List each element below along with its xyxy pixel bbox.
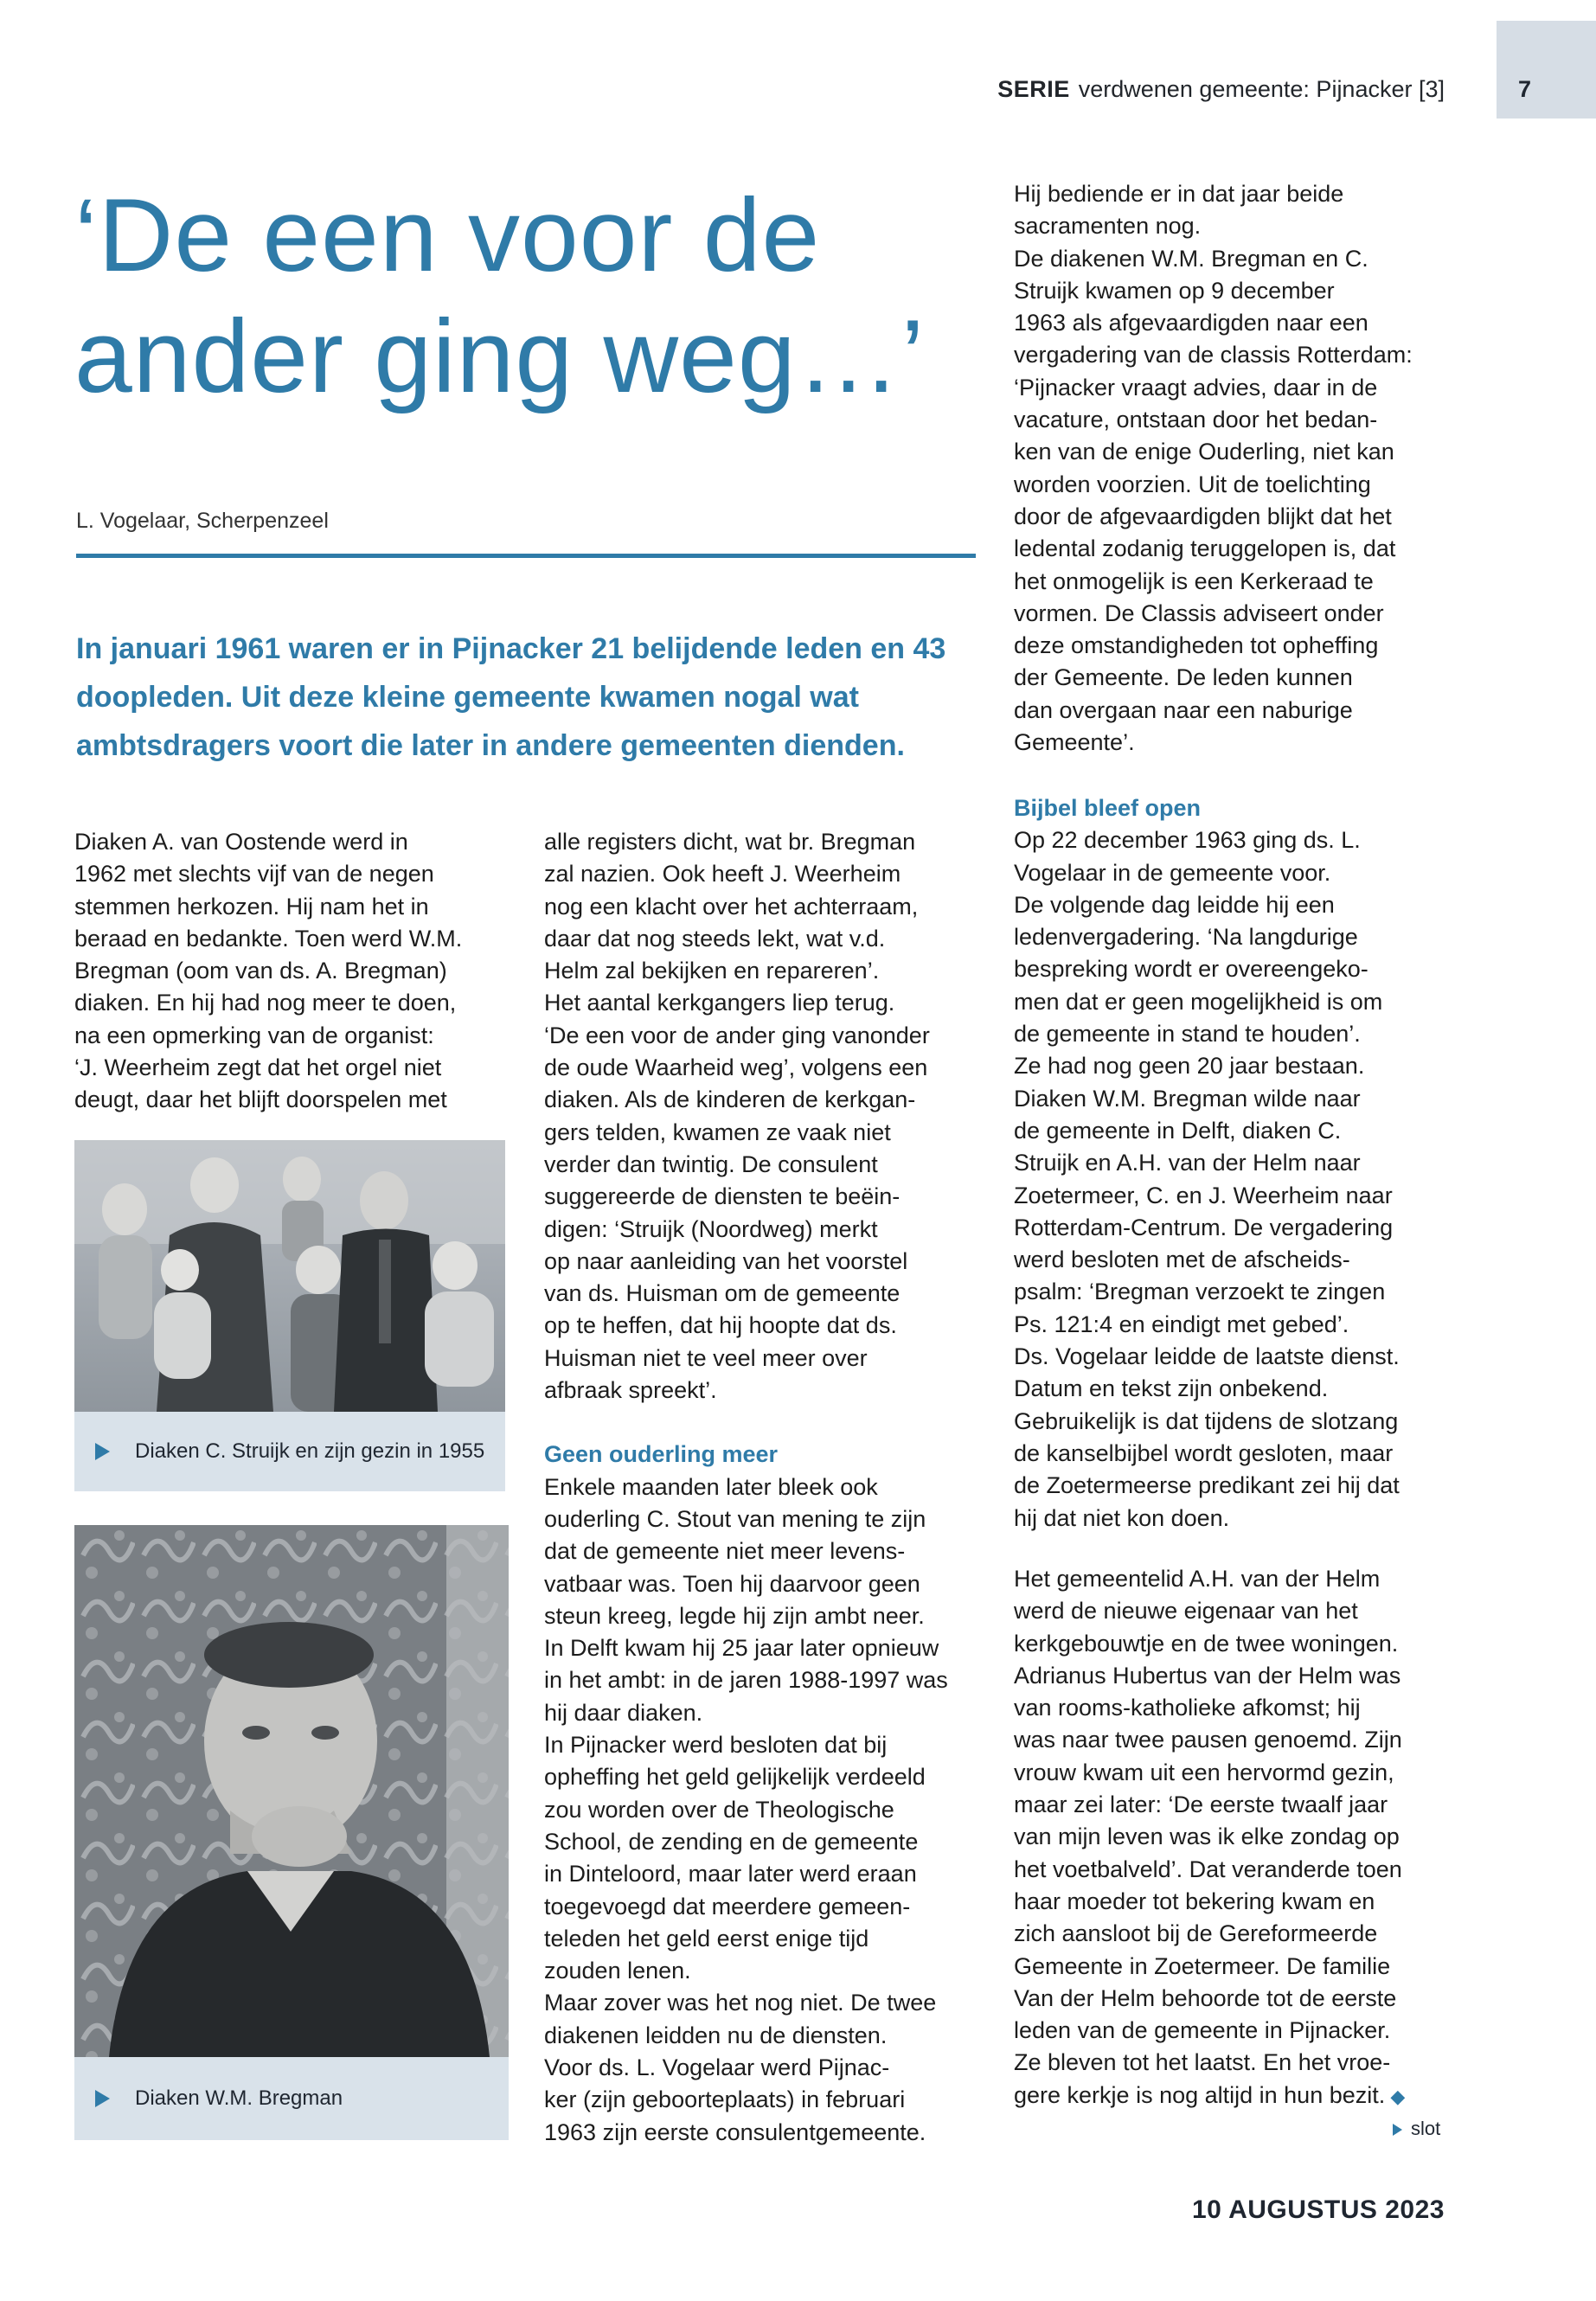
text-line: dat de gemeente niet meer levens- (544, 1538, 906, 1565)
family-photo (74, 1140, 505, 1412)
caption-arrow-icon (95, 2090, 110, 2107)
column-3-lines-b (1014, 824, 1464, 1535)
text-line: beraad en bedankte. Toen werd W.M. (74, 925, 463, 952)
slot-arrow-icon (1393, 2124, 1402, 2136)
text-line: maar zei later: ‘De eerste twaalf jaar (1014, 1791, 1388, 1818)
text-line: vatbaar was. Toen hij daarvoor geen (544, 1570, 920, 1597)
text-line: gere kerkje is nog altijd in hun bezit. ◆ (1014, 2081, 1406, 2108)
text-line: 1962 met slechts vijf van de negen (74, 861, 434, 888)
text-line: stemmen herkozen. Hij nam het in (74, 893, 429, 920)
photo-2-caption: Diaken W.M. Bregman (135, 2086, 343, 2110)
text-line: haar moeder tot bekering kwam en (1014, 1888, 1375, 1914)
text-line: in Dinteloord, maar later werd eraan (544, 1861, 917, 1888)
text-line: Ps. 121:4 en eindigt met gebed’. (1014, 1311, 1349, 1337)
text-line: Op 22 december 1963 ging ds. L. (1014, 827, 1361, 854)
text-line: van rooms-katholieke afkomst; hij (1014, 1695, 1361, 1721)
text-line: hij daar diaken. (544, 1699, 703, 1726)
page-number: 7 (1518, 76, 1532, 102)
text-line: teleden het geld eerst enige tijd (544, 1925, 869, 1952)
text-line: vergadering van de classis Rotterdam: (1014, 342, 1413, 369)
text-line: ledenvergadering. ‘Na langdurige (1014, 924, 1358, 951)
series-header (997, 76, 1445, 103)
column-2-text (544, 826, 985, 2149)
title-line-2: ander ging weg…’ (74, 298, 926, 414)
text-line: Voor ds. L. Vogelaar werd Pijnac- (544, 2054, 890, 2080)
text-line: zich aansloot bij de Gereformeerde (1014, 1920, 1378, 1947)
photo-2-caption-box (74, 2057, 509, 2140)
text-line: Helm zal bekijken en repareren’. (544, 958, 880, 984)
text-line: ‘De een voor de ander ging vanonder (544, 1022, 930, 1048)
text-line: zal nazien. Ook heeft J. Weerheim (544, 861, 901, 888)
column-2-lines-a (544, 826, 985, 1407)
caption-arrow-icon (95, 1443, 110, 1460)
text-line: gers telden, kwamen ze vaak niet (544, 1118, 891, 1145)
text-line: het onmogelijk is een Kerkeraad te (1014, 567, 1374, 594)
article-end-slot (1393, 2118, 1440, 2140)
text-line: Diaken A. van Oostende werd in (74, 829, 408, 855)
text-line: diaken. Als de kinderen de kerkgan- (544, 1086, 916, 1113)
text-line: Vogelaar in de gemeente voor. (1014, 859, 1331, 886)
text-line: 1963 als afgevaardigden naar een (1014, 310, 1368, 336)
text-line: De diakenen W.M. Bregman en C. (1014, 245, 1368, 272)
text-line: leden van de gemeente in Pijnacker. (1014, 2017, 1391, 2044)
text-line: daar dat nog steeds lekt, wat v.d. (544, 925, 886, 952)
subhead-geen-ouderling: Geen ouderling meer (544, 1441, 779, 1468)
text-line: Datum en tekst zijn onbekend. (1014, 1375, 1329, 1402)
text-line: psalm: ‘Bregman verzoekt te zingen (1014, 1279, 1386, 1305)
subhead-bijbel-bleef-open: Bijbel bleef open (1014, 795, 1202, 821)
text-line: ‘Pijnacker vraagt advies, daar in de (1014, 374, 1378, 401)
text-line: Struijk kwamen op 9 december (1014, 277, 1335, 304)
text-line: op naar aanleiding van het voorstel (544, 1247, 908, 1274)
text-line: werd de nieuwe eigenaar van het (1014, 1598, 1358, 1625)
photo-1-caption: Diaken C. Struijk en zijn gezin in 1955 (135, 1439, 485, 1463)
text-line: steun kreeg, legde hij zijn ambt neer. (544, 1602, 925, 1629)
text-line: diakenen leidden nu de diensten. (544, 2022, 888, 2048)
text-line: Diaken W.M. Bregman wilde naar (1014, 1085, 1361, 1112)
column-3-lines-c (1014, 1563, 1464, 2112)
text-line: zouden lenen. (544, 1958, 691, 1984)
text-line: In Pijnacker werd besloten dat bij (544, 1732, 888, 1759)
text-line: worden voorzien. Uit de toelichting (1014, 471, 1371, 497)
text-line: werd besloten met de afscheids- (1014, 1247, 1350, 1273)
text-line: verder dan twintig. De consulent (544, 1150, 878, 1177)
text-line: kerkgebouwtje en de twee woningen. (1014, 1630, 1399, 1657)
portrait-photo (74, 1525, 509, 2057)
article-title (74, 175, 974, 417)
text-line: Het gemeentelid A.H. van der Helm (1014, 1566, 1381, 1592)
column-3-text-top (1014, 178, 1464, 759)
text-line: dan overgaan naar een naburige (1014, 696, 1353, 723)
column-3-text-bottom (1014, 1563, 1464, 2112)
text-line: was naar twee pausen genoemd. Zijn (1014, 1727, 1402, 1753)
text-line: zou worden over de Theologische (544, 1796, 894, 1823)
text-line: Struijk en A.H. van der Helm naar (1014, 1150, 1361, 1176)
text-line: Ze had nog geen 20 jaar bestaan. (1014, 1053, 1365, 1080)
text-line: Gemeente in Zoetermeer. De familie (1014, 1952, 1391, 1979)
text-line: ken van de enige Ouderling, niet kan (1014, 439, 1394, 465)
text-line: Huisman niet te veel meer over (544, 1344, 868, 1371)
end-of-article-icon: ◆ (1385, 2085, 1406, 2107)
text-line: sacramenten nog. (1014, 213, 1202, 240)
text-line: in het ambt: in de jaren 1988-1997 was (544, 1667, 948, 1694)
text-line: der Gemeente. De leden kunnen (1014, 664, 1353, 691)
text-line: de gemeente in stand te houden’. (1014, 1021, 1361, 1048)
text-line: 1963 zijn eerste consulentgemeente. (544, 2118, 926, 2145)
text-line: de gemeente in Delft, diaken C. (1014, 1117, 1342, 1144)
text-line: ‘J. Weerheim zegt dat het orgel niet (74, 1054, 442, 1081)
text-line: vormen. De Classis adviseert onder (1014, 599, 1384, 626)
column-1-text (74, 826, 507, 1117)
photo-1-caption-box (74, 1412, 505, 1491)
author-byline: L. Vogelaar, Scherpenzeel (76, 509, 329, 533)
text-line: de oude Waarheid weg’, volgens een (544, 1054, 928, 1081)
text-line: ker (zijn geboorteplaats) in februari (544, 2086, 906, 2113)
text-line: Zoetermeer, C. en J. Weerheim naar (1014, 1182, 1393, 1208)
text-line: Bregman (oom van ds. A. Bregman) (74, 958, 447, 984)
text-line: toegevoegd dat meerdere gemeen- (544, 1893, 911, 1920)
series-title: verdwenen gemeente: Pijnacker [3] (1078, 76, 1445, 102)
text-line: na een opmerking van de organist: (74, 1022, 434, 1048)
family-photo-image (74, 1140, 505, 1412)
column-2-lines-b (544, 1471, 985, 2149)
text-line: deugt, daar het blijft doorspelen met (74, 1086, 447, 1113)
text-line: nog een klacht over het achterraam, (544, 893, 919, 920)
text-line: men dat er geen mogelijkheid is om (1014, 988, 1383, 1015)
portrait-photo-image (74, 1525, 509, 2057)
text-line: door de afgevaardigden blijkt dat het (1014, 503, 1392, 529)
title-line-1: ‘De een voor de (74, 177, 821, 293)
issue-date: 10 AUGUSTUS 2023 (1191, 2195, 1445, 2224)
text-line: ledental zodanig teruggelopen is, dat (1014, 535, 1396, 562)
text-line: alle registers dicht, wat br. Bregman (544, 829, 916, 855)
text-line: opheffing het geld gelijkelijk verdeeld (544, 1764, 926, 1791)
text-line: Van der Helm behoorde tot de eerste (1014, 1984, 1397, 2011)
text-line: hij dat niet kon doen. (1014, 1504, 1230, 1531)
text-line: Ds. Vogelaar leidde de laatste dienst. (1014, 1343, 1400, 1370)
text-line: Hij bediende er in dat jaar beide (1014, 181, 1344, 207)
text-line: de Zoetermeerse predikant zei hij dat (1014, 1472, 1400, 1499)
text-line: op te heffen, dat hij hoopte dat ds. (544, 1312, 897, 1339)
text-line: ouderling C. Stout van mening te zijn (544, 1505, 926, 1532)
column-1-lines (74, 826, 507, 1117)
text-line: De volgende dag leidde hij een (1014, 891, 1335, 918)
text-line: van mijn leven was ik elke zondag op (1014, 1823, 1400, 1850)
page-tab (1497, 21, 1596, 119)
text-line: Maar zover was het nog niet. De twee (544, 1990, 937, 2016)
column-3-lines-a (1014, 178, 1464, 759)
text-line: digen: ‘Struijk (Noordweg) merkt (544, 1215, 878, 1242)
text-line: In Delft kwam hij 25 jaar later opnieuw (544, 1635, 939, 1662)
text-line: van ds. Huisman om de gemeente (544, 1280, 901, 1307)
text-line: Gemeente’. (1014, 729, 1135, 756)
text-line: suggereerde de diensten te beëin- (544, 1183, 901, 1210)
text-line: Ze bleven tot het laatst. En het vroe- (1014, 2049, 1391, 2076)
text-line: vacature, ontstaan door het bedan- (1014, 407, 1378, 433)
text-line: Gebruikelijk is dat tijdens de slotzang (1014, 1407, 1399, 1434)
text-line: Adrianus Hubertus van der Helm was (1014, 1662, 1401, 1689)
text-line: Rotterdam-Centrum. De vergadering (1014, 1214, 1394, 1240)
text-line: deze omstandigheden tot opheffing (1014, 632, 1379, 659)
text-line: vrouw kwam uit een hervormd gezin, (1014, 1759, 1394, 1785)
text-line: het voetbalveld’. Dat veranderde toen (1014, 1856, 1402, 1882)
text-line: diaken. En hij had nog meer te doen, (74, 990, 457, 1016)
lead-paragraph: In januari 1961 waren er in Pijnacker 21 belijdende leden en 43 doopleden. Uit deze kleine gemeente kwamen nogal wat ambtsdragers voort die later in andere gemeenten dienden. (76, 632, 946, 762)
text-line: Het aantal kerkgangers liep terug. (544, 990, 895, 1016)
slot-label: slot (1411, 2118, 1441, 2139)
series-label: SERIE (997, 76, 1070, 102)
text-line: Enkele maanden later bleek ook (544, 1473, 878, 1500)
text-line: bespreking wordt er overeengeko- (1014, 956, 1368, 983)
column-3-text-middle (1014, 792, 1464, 1535)
text-line: afbraak spreekt’. (544, 1377, 717, 1404)
text-line: School, de zending en de gemeente (544, 1828, 919, 1855)
text-line: de kanselbijbel wordt gesloten, maar (1014, 1439, 1394, 1466)
title-divider (76, 554, 976, 558)
